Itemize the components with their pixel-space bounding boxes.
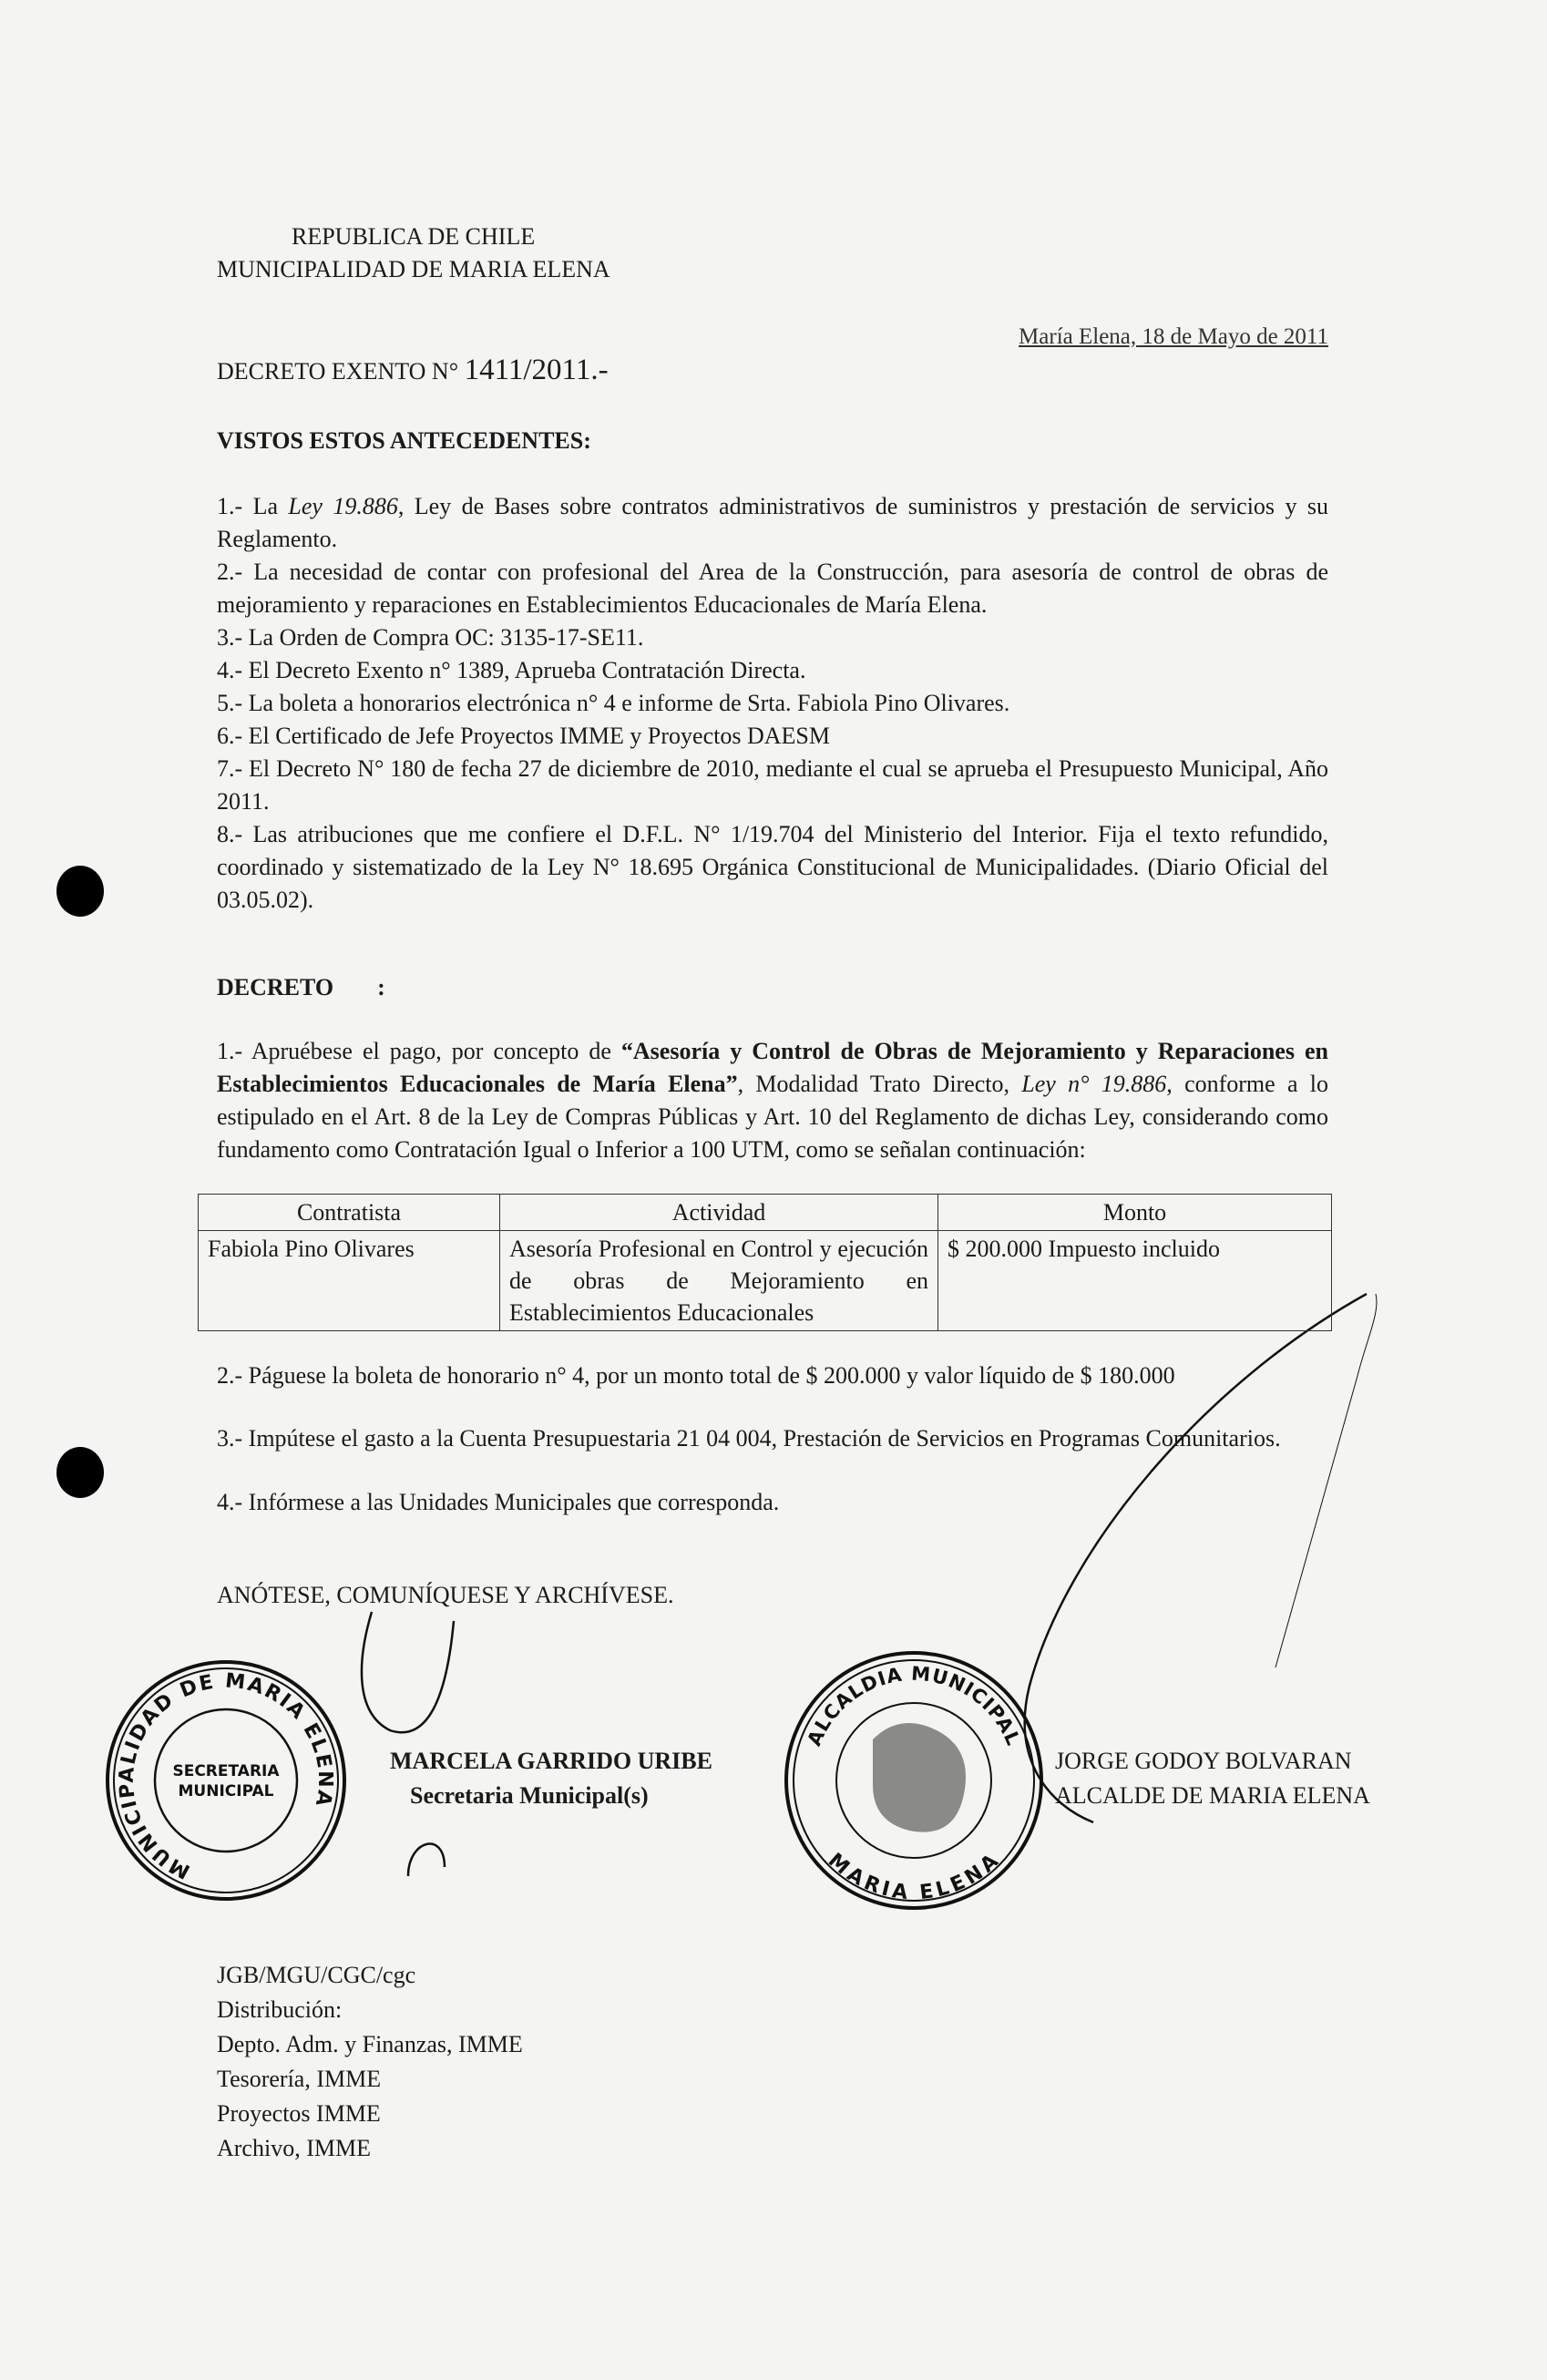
mayor-name: JORGE GODOY BOLVARAN — [1055, 1748, 1352, 1774]
decreto-item-1: 1.- Apruébese el pago, por concepto de “Asesoría y Control de Obras de Mejoramiento y Reparaciones en Establecimientos Educacionales de María Elena”, Modalidad Trato Directo, Ley n° 19.886, conforme a lo estipulado en el Art. 8 de la Ley de Compras Públicas y Art. 10 del Reglamento de dichas Ley, considerando como fundamento como Contratación Igual o Inferior a 100 UTM, como se señalan continuación: — [217, 1038, 1329, 1163]
punch-hole — [56, 1447, 104, 1498]
decree-title — [217, 354, 1328, 388]
col-actividad: Actividad — [500, 1195, 938, 1231]
municipality-heading: MUNICIPALIDAD DE MARIA ELENA — [217, 256, 610, 282]
vistos-item: 6.- El Certificado de Jefe Proyectos IMME y Proyectos DAESM — [217, 723, 830, 749]
cell-contratista: Fabiola Pino Olivares — [199, 1231, 500, 1331]
distribution-item: Archivo, IMME — [217, 2135, 371, 2161]
vistos-item: 8.- Las atribuciones que me confiere el D.F.L. N° 1/19.704 del Ministerio del Interior. Fija el texto refundido, coordinado y sistematizado de la Ley N° 18.695 Orgánica Constitucional de Municipalidades. (Diario Oficial del 03.05.02). — [217, 821, 1328, 913]
document-date: María Elena, 18 de Mayo de 2011 — [1019, 324, 1328, 349]
distribution-item: Depto. Adm. y Finanzas, IMME — [217, 2031, 523, 2057]
svg-text:MUNICIPALIDAD DE MARIA ELENA: MUNICIPALIDAD DE MARIA ELENA — [115, 1669, 337, 1883]
decreto-heading: DECRETO : — [217, 974, 385, 1000]
vistos-item: 7.- El Decreto N° 180 de fecha 27 de diciembre de 2010, mediante el cual se aprueba el Presupuesto Municipal, Año 2011. — [217, 755, 1328, 815]
decree-label: DECRETO EXENTO N° — [217, 358, 459, 385]
payment-table — [198, 1194, 1332, 1331]
reference-initials: JGB/MGU/CGC/cgc — [217, 1962, 416, 1988]
svg-text:ALCALDIA MUNICIPAL: ALCALDIA MUNICIPAL — [803, 1662, 1025, 1749]
distribution-item: Tesorería, IMME — [217, 2066, 382, 2092]
col-monto: Monto — [938, 1195, 1332, 1231]
table-header-row — [199, 1195, 1332, 1231]
republic-heading: REPUBLICA DE CHILE — [292, 223, 536, 250]
distribution-label: Distribución: — [217, 1996, 343, 2023]
col-contratista: Contratista — [199, 1195, 500, 1231]
secretary-name: MARCELA GARRIDO URIBE — [390, 1748, 712, 1774]
municipal-secretary-stamp — [103, 1657, 349, 1903]
decreto-item-2: 2.- Páguese la boleta de honorario n° 4, por un monto total de $ 200.000 y valor líquido de $ 180.000 — [217, 1362, 1175, 1389]
closing-formula: ANÓTESE, COMUNÍQUESE Y ARCHÍVESE. — [217, 1582, 674, 1608]
punch-hole — [56, 866, 104, 917]
mayor-title: ALCALDE DE MARIA ELENA — [1055, 1782, 1370, 1809]
svg-text:MUNICIPAL: MUNICIPAL — [178, 1782, 274, 1800]
decree-number: 1411/2011.- — [464, 354, 609, 386]
cell-monto: $ 200.000 Impuesto incluido — [938, 1231, 1332, 1331]
svg-text:MARIA ELENA: MARIA ELENA — [823, 1849, 1005, 1905]
vistos-item: 4.- El Decreto Exento n° 1389, Aprueba Contratación Directa. — [217, 657, 806, 683]
decreto-item-4: 4.- Infórmese a las Unidades Municipales que corresponda. — [217, 1489, 780, 1515]
document-date-row — [217, 321, 1328, 354]
decreto-item-3: 3.- Impútese el gasto a la Cuenta Presupuestaria 21 04 004, Prestación de Servicios en Programas Comunitarios. — [217, 1425, 1281, 1452]
mayor-stamp — [782, 1648, 1046, 1913]
vistos-item: 1.- La Ley 19.886, Ley de Bases sobre contratos administrativos de suministros y prestación de servicios y su Reglamento. — [217, 493, 1328, 552]
signature-block — [115, 1657, 1370, 1958]
table-row — [199, 1231, 1332, 1331]
vistos-item: 3.- La Orden de Compra OC: 3135-17-SE11. — [217, 624, 644, 651]
cell-actividad: Asesoría Profesional en Control y ejecución de obras de Mejoramiento en Establecimientos Educacionales — [500, 1231, 938, 1331]
document-body — [115, 221, 1370, 2166]
svg-text:SECRETARIA: SECRETARIA — [172, 1762, 280, 1780]
distribution-block — [217, 1958, 1328, 2166]
coat-of-arms-icon — [873, 1723, 966, 1832]
distribution-item: Proyectos IMME — [217, 2100, 381, 2127]
vistos-item: 2.- La necesidad de contar con profesional del Area de la Construcción, para asesoría de control de obras de mejoramiento y reparaciones en Establecimientos Educacionales de María Elena. — [217, 559, 1328, 618]
vistos-list — [217, 490, 1328, 917]
secretary-title: Secretaria Municipal(s) — [410, 1782, 649, 1809]
vistos-heading: VISTOS ESTOS ANTECEDENTES: — [217, 427, 591, 454]
vistos-item: 5.- La boleta a honorarios electrónica n° 4 e informe de Srta. Fabiola Pino Olivares. — [217, 690, 1010, 716]
